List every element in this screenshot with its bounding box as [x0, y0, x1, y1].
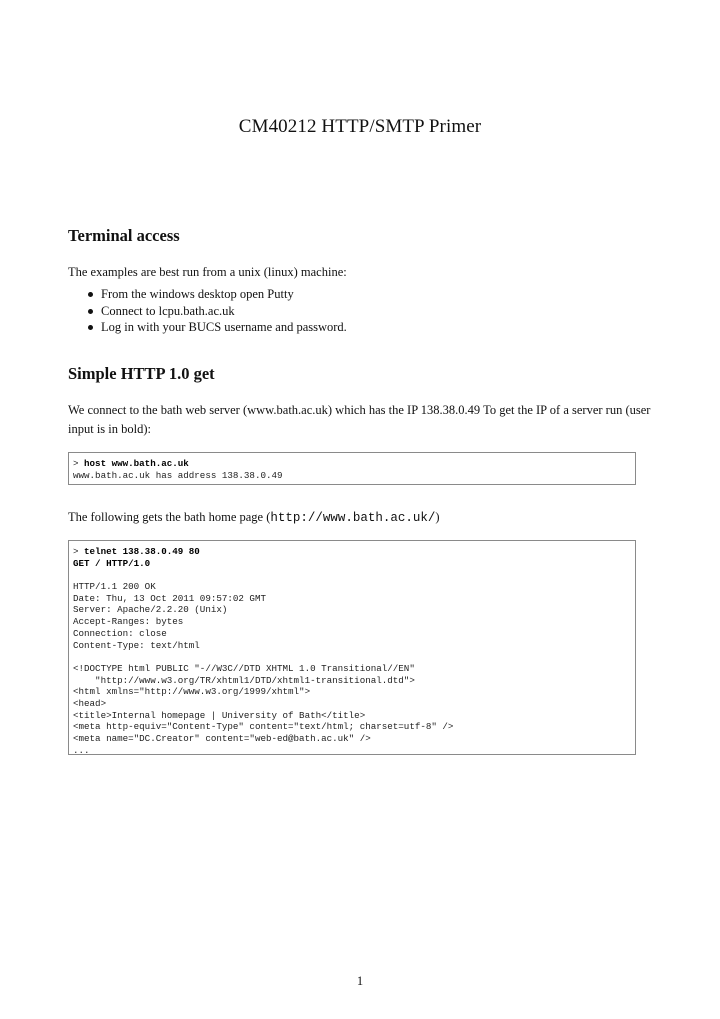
bullet-icon — [88, 325, 93, 330]
code-line: Connection: close — [73, 627, 167, 639]
code-line: Date: Thu, 13 Oct 2011 09:57:02 GMT — [73, 592, 266, 604]
code-line: <meta http-equiv="Content-Type" content="text/html; charset=utf-8" /> — [73, 721, 454, 733]
code-block-telnet — [68, 540, 636, 755]
list-item: Connect to lcpu.bath.ac.uk — [68, 303, 347, 320]
code-line: <meta name="DC.Creator" content="web-ed@bath.ac.uk" /> — [73, 733, 371, 744]
code-line: > telnet 138.38.0.49 80 — [73, 546, 200, 557]
bullet-icon — [88, 292, 93, 297]
code-line: "http://www.w3.org/TR/xhtml1/DTD/xhtml1-transitional.dtd"> — [73, 674, 415, 686]
code-line: <!DOCTYPE html PUBLIC "-//W3C//DTD XHTML 1.0 Transitional//EN" — [73, 662, 415, 674]
code-line: HTTP/1.1 200 OK — [73, 581, 156, 593]
heading-simple-http-get: Simple HTTP 1.0 get — [68, 364, 215, 383]
code-line: Content-Type: text/html — [73, 639, 200, 651]
paragraph-terminal-intro: The examples are best run from a unix (linux) machine: — [68, 265, 347, 279]
code-line: <html xmlns="http://www.w3.org/1999/xhtml"> — [73, 686, 311, 698]
paragraph-homepage-intro: The following gets the bath home page (http://www.bath.ac.uk/) — [68, 510, 440, 525]
bullet-icon — [88, 309, 93, 314]
terminal-steps-list — [68, 286, 347, 336]
code-line: GET / HTTP/1.0 — [73, 557, 151, 569]
code-line — [73, 651, 627, 663]
code-line: > host www.bath.ac.uk — [73, 458, 189, 469]
homepage-url: http://www.bath.ac.uk/ — [270, 511, 436, 525]
document-title: CM40212 HTTP/SMTP Primer — [238, 116, 482, 137]
code-line: Accept-Ranges: bytes — [73, 616, 184, 628]
code-line: <title>Internal homepage | University of Bath</title> — [73, 709, 366, 721]
list-item: Log in with your BUCS username and password. — [68, 319, 347, 336]
paragraph-http-intro: We connect to the bath web server (www.bath.ac.uk) which has the IP 138.38.0.49 To get the IP of a server run (user input is in bold): — [68, 403, 651, 436]
code-block-host — [68, 452, 636, 485]
code-line: www.bath.ac.uk has address 138.38.0.49 — [73, 469, 283, 481]
code-line: <head> — [73, 697, 107, 709]
list-item: From the windows desktop open Putty — [68, 286, 347, 303]
code-line: Server: Apache/2.2.20 (Unix) — [73, 604, 228, 616]
heading-terminal-access: Terminal access — [68, 226, 180, 245]
code-line: ... — [73, 744, 90, 756]
response-lines — [73, 569, 627, 756]
code-line — [73, 569, 627, 581]
page-number: 1 — [356, 974, 364, 988]
